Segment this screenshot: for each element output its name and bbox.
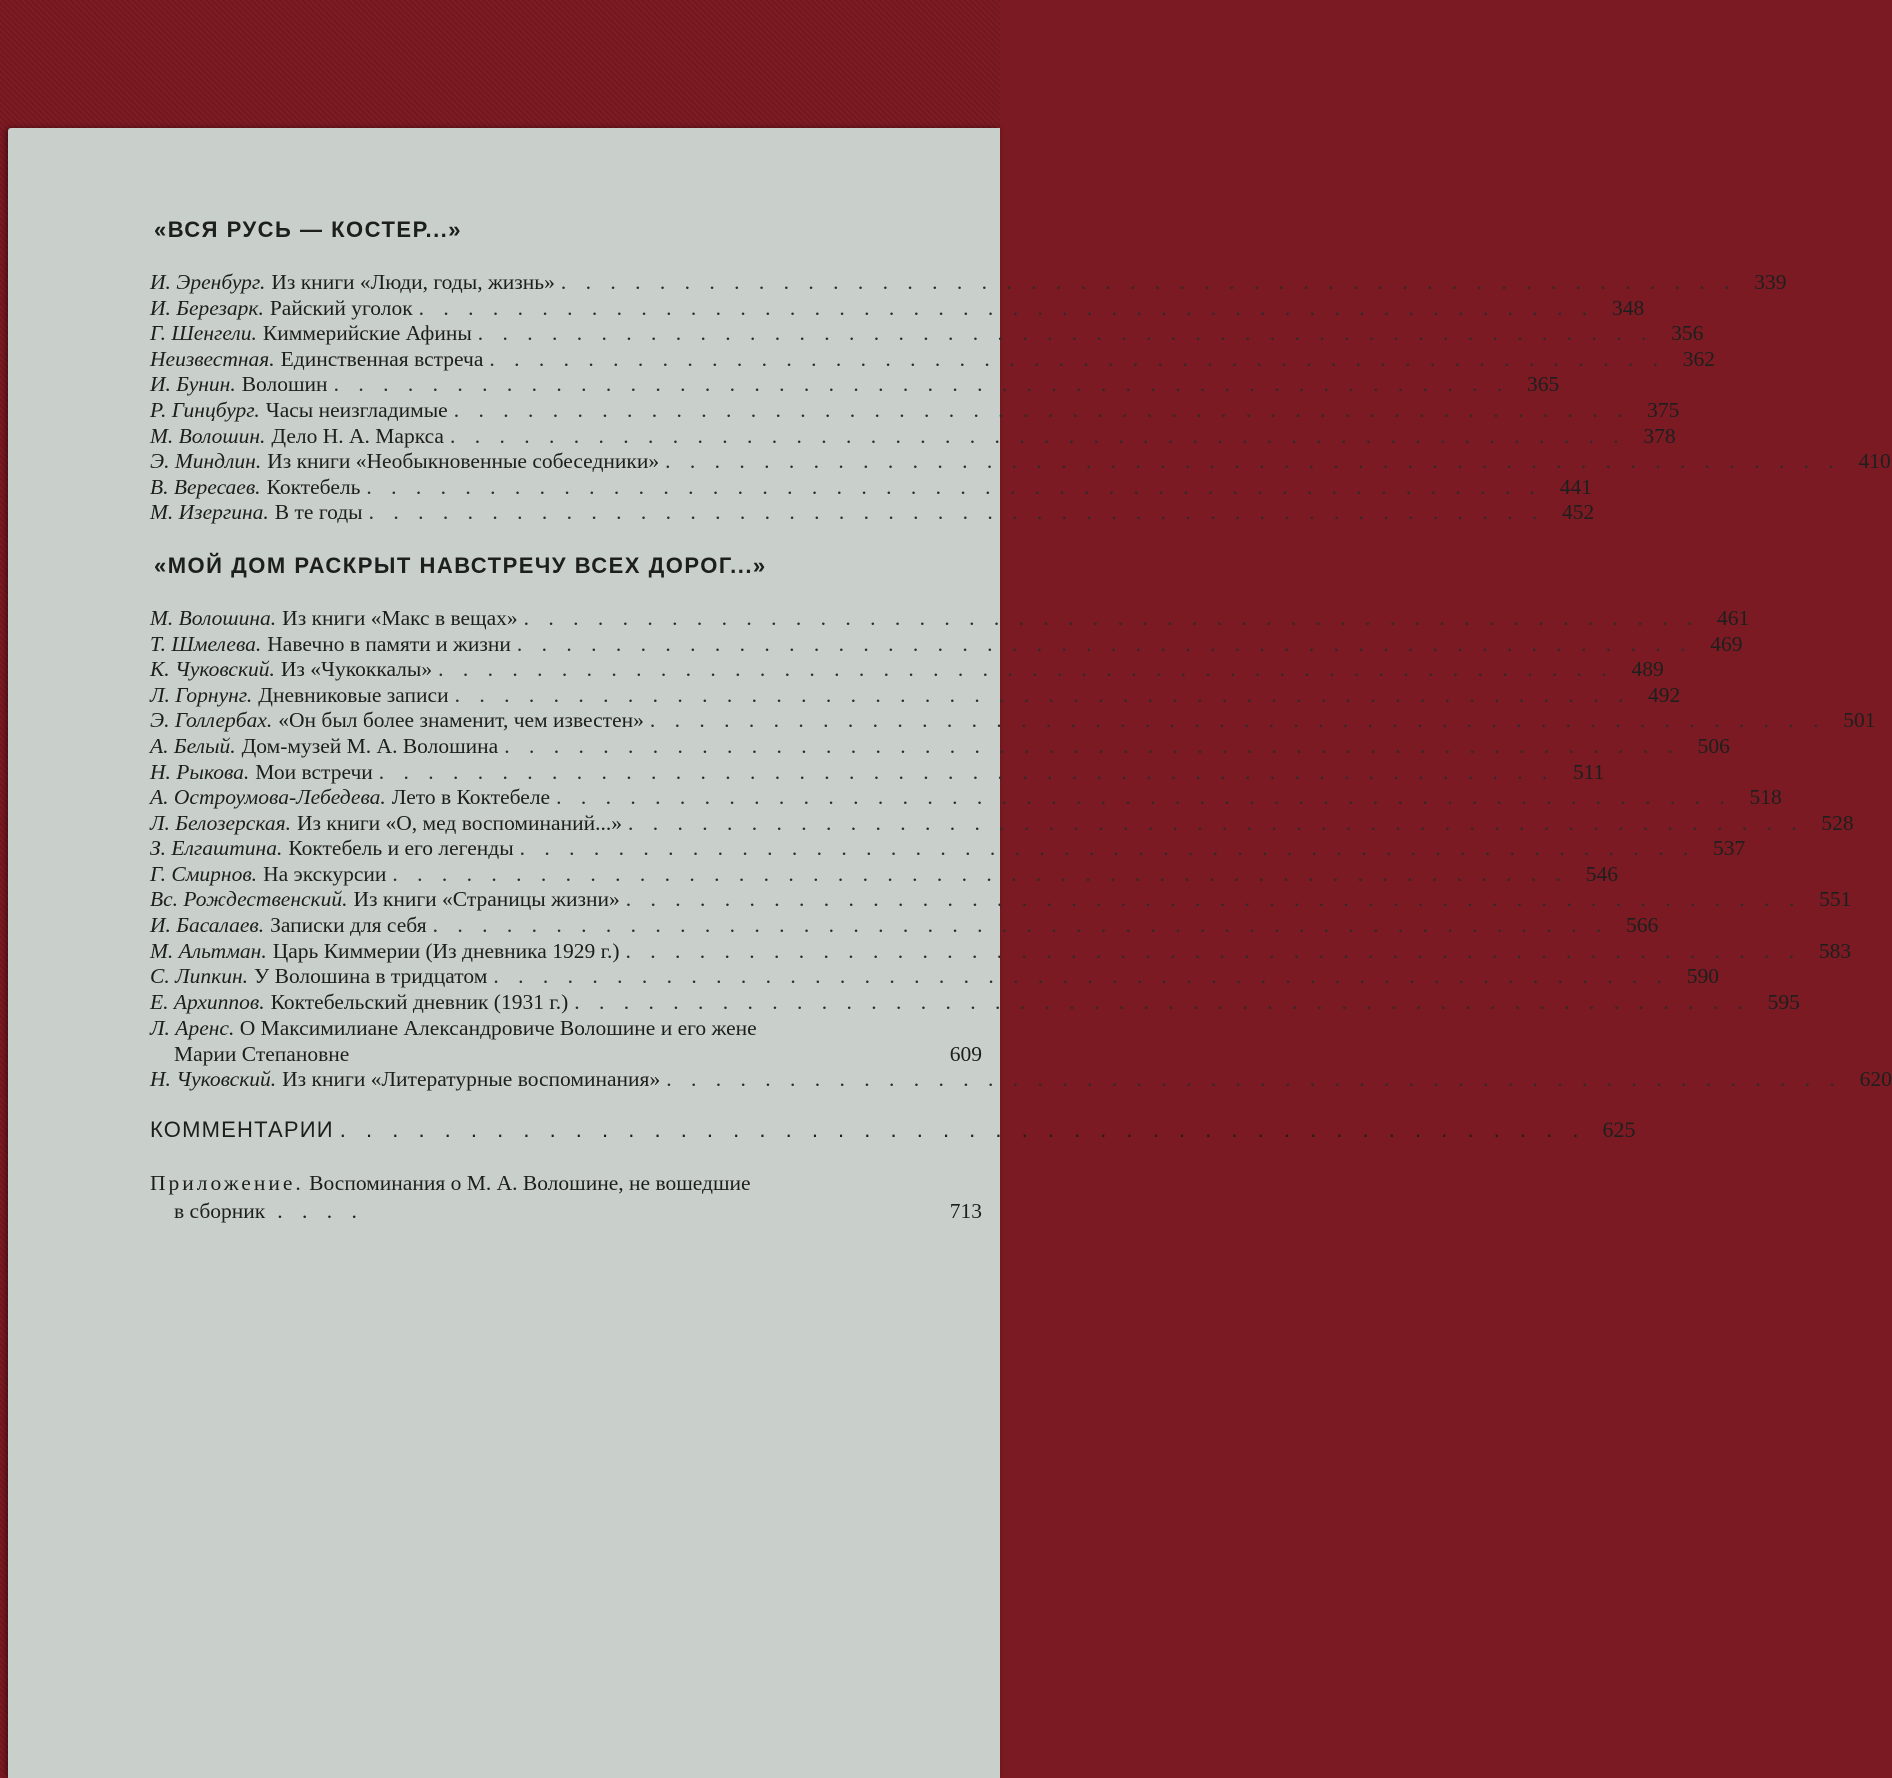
dot-leader: . . . . . . . . . . . . . . . . . . . . . . . . . . . . . . . . . . . . . . . . . . . . . . . . [418, 295, 1595, 320]
dot-leader: . . . . . . . . . . . . . . . . . . . . . . . . . . . . . . . . . . . . . . . . . . . . . . . . [432, 913, 1609, 938]
entry-author: А. Остроумова-Лебедева. [150, 785, 386, 810]
dot-leader: . . . . [277, 1199, 364, 1224]
toc-entry [150, 270, 1787, 296]
dot-leader: . . . . . . . . . . . . . . . . . . . . . . . . . . . . . . . . . . . . . . . . . . . . . . . . [489, 346, 1666, 371]
section-title-2: «МОЙ ДОМ РАСКРЫТ НАВСТРЕЧУ ВСЕХ ДОРОГ...» [154, 552, 767, 578]
appendix-page: 713 [949, 1199, 982, 1224]
entry-author: Р. Гинцбург. [150, 397, 260, 422]
entry-page: 566 [1625, 913, 1659, 938]
entry-title: Из книги «О, мед воспоминаний...» [296, 810, 622, 835]
dot-leader: . . . . . . . . . . . . . . . . . . . . . . . . . . . . . . . . . . . . . . . . . . . . . . . . [665, 449, 1841, 474]
commentary-page: 625 [1602, 1117, 1636, 1143]
entry-title: Часы неизгладимые [265, 397, 448, 422]
dot-leader: . . . . . . . . . . . . . . . . . . . . . . . . . . . . . . . . . . . . . . . . . . . . . . . . [378, 759, 1555, 784]
entry-author: Г. Смирнов. [150, 861, 258, 886]
dot-leader: . . . . . . . . . . . . . . . . . . . . . . . . . . . . . . . . . . . . . . . . . . . . . . . . [627, 810, 1804, 835]
entry-page: 356 [1671, 321, 1704, 346]
toc-entry [150, 500, 1595, 526]
entry-page: 452 [1562, 500, 1595, 525]
entry-author: И. Березарк. [150, 295, 264, 320]
entry-author: И. Басалаев. [150, 913, 265, 938]
toc-entry [150, 295, 1645, 322]
dot-leader: . . . . . . . . . . . . . . . . . . . . . . . . . . . . . . . . . . . . . . . . . . . . . . . . [560, 270, 1737, 294]
entry-title: На экскурсии [263, 861, 387, 886]
commentary-entry [150, 1117, 1636, 1151]
entry-title: У Волошина в тридцатом [254, 964, 488, 989]
dot-leader: . . . . . . . . . . . . . . . . . . . . . . . . . . . . . . . . . . . . . . . . . . . . . . . . [574, 989, 1750, 1014]
entry-title: Дневниковые записи [258, 682, 449, 707]
entry-page: 365 [1526, 372, 1560, 397]
entry-author: М. Волошина. [150, 605, 277, 630]
toc-entry [150, 861, 1619, 888]
entry-title: Коктебель и его легенды [288, 836, 514, 861]
entry-author: Т. Шмелева. [150, 631, 262, 656]
entry-author: Е. Архиппов. [150, 989, 265, 1014]
section-title-1: «ВСЯ РУСЬ — КОСТЕР...» [154, 217, 463, 242]
entry-author: Э. Голлербах. [150, 708, 273, 733]
dot-leader: . . . . . . . . . . . . . . . . . . . . . . . . . . . . . . . . . . . . . . . . . . . . . . . . [516, 631, 1693, 656]
dot-leader: . . . . . . . . . . . . . . . . . . . . . . . . . . . . . . . . . . . . . . . . . . . . . . . . [366, 474, 1543, 499]
entry-author: Н. Чуковский. [150, 1067, 277, 1092]
entry-title: Киммерийские Афины [262, 321, 472, 346]
entry-author: А. Белый. [150, 733, 236, 758]
entry-page: 518 [1749, 785, 1782, 810]
section-1-list [150, 270, 1891, 526]
entry-title: Дом-музей М. А. Волошина [241, 733, 499, 758]
dot-leader: . . . . . . . . . . . . . . . . . . . . . . . . . . . . . . . . . . . . . . . . . . . . . . . . [493, 964, 1669, 989]
entry-page: 537 [1713, 836, 1746, 861]
toc-entry [150, 708, 1876, 734]
toc-entry [150, 321, 1704, 347]
toc-entry [150, 938, 1852, 965]
entry-title: Из «Чукоккалы» [280, 657, 433, 682]
entry-author: Л. Белозерская. [150, 810, 291, 835]
dot-leader: . . . . . . . . . . . . . . . . . . . . . . . . . . . . . . . . . . . . . . . . . . . . . . . . [438, 657, 1614, 682]
toc-entry [150, 836, 1746, 862]
dot-leader: . . . . . . . . . . . . . . . . . . . . . . . . . . . . . . . . . . . . . . . . . . . . . . . . [477, 321, 1654, 346]
entry-page: 506 [1697, 733, 1730, 758]
dot-leader: . . . . . . . . . . . . . . . . . . . . . . . . . . . . . . . . . . . . . . . . . . . . . . . . [625, 938, 1802, 963]
entry-page: 410 [1858, 449, 1891, 474]
appendix-label: Приложение. [150, 1171, 304, 1196]
dot-leader: . . . . . . . . . . . . . . . . . . . . . . . . . . . . . . . . . . . . . . . . . . . . . . . . [333, 372, 1510, 397]
section-2-list [150, 605, 1892, 1093]
entry-title: Мои встречи [255, 759, 373, 784]
entry-page: 441 [1559, 474, 1593, 499]
toc-entry [150, 657, 1664, 683]
entry-title: Из книги «Макс в вещах» [282, 605, 518, 630]
entry-title: Царь Киммерии (Из дневника 1929 г.) [272, 938, 620, 963]
toc-entry [150, 785, 1782, 811]
dot-leader: . . . . . . . . . . . . . . . . . . . . . . . . . . . . . . . . . . . . . . . . . . . . . . . . [625, 887, 1802, 912]
entry-page: 489 [1631, 657, 1664, 682]
entry-author: Вс. Рождественский. [150, 887, 348, 912]
entry-page: 461 [1717, 605, 1750, 630]
toc-entry [150, 682, 1681, 709]
toc-entry [150, 397, 1680, 424]
entry-author: И. Бунин. [150, 372, 236, 397]
toc-entry-two-line [150, 1015, 982, 1067]
toc-entry [150, 733, 1730, 760]
commentary-label: КОММЕНТАРИИ [150, 1117, 334, 1143]
toc-entry [150, 759, 1605, 786]
entry-text-block [150, 1015, 938, 1067]
entry-title: Из книги «Страницы жизни» [353, 887, 620, 912]
entry-author: З. Елгаштина. [150, 836, 283, 861]
entry-title: «Он был более знаменит, чем известен» [278, 708, 644, 733]
toc-entry [150, 474, 1593, 501]
entry-page: 348 [1612, 295, 1645, 320]
appendix-entry [150, 1169, 982, 1225]
toc-entry [150, 372, 1560, 398]
toc-entry [150, 631, 1743, 658]
entry-page: 551 [1819, 887, 1852, 912]
entry-page: 546 [1585, 861, 1619, 886]
entry-page: 511 [1572, 759, 1605, 784]
toc-entry [150, 346, 1716, 373]
dot-leader: . . . . . . . . . . . . . . . . . . . . . . . . . . . . . . . . . . . . . . . . . . . . . . . . [454, 682, 1631, 707]
entry-title-continued: Марии Степановне [174, 1042, 350, 1067]
entry-author: Л. Аренс. [150, 1016, 235, 1041]
dot-leader: . . . . . . . . . . . . . . . . . . . . . . . . . . . . . . . . . . . . . . . . . . . . . . . . [368, 500, 1545, 525]
dot-leader: . . . . . . . . . . . . . . . . . . . . . . . . . . . . . . . . . . . . . . . . . . . . . . . . [453, 397, 1630, 422]
table-of-contents [150, 212, 1892, 1225]
entry-author: М. Альтман. [150, 938, 267, 963]
entry-page: 620 [1859, 1067, 1892, 1092]
entry-title: Дело Н. А. Маркса [271, 423, 444, 448]
entry-title: В те годы [274, 500, 363, 525]
dot-leader: . . . . . . . . . . . . . . . . . . . . . . . . . . . . . . . . . . . . . . . . . . . . . . . . [392, 861, 1569, 886]
entry-title: Единственная встреча [280, 346, 484, 371]
appendix-text: Воспоминания о М. А. Волошине, не вошедшие [309, 1171, 751, 1196]
entry-page: 595 [1767, 989, 1800, 1014]
entry-author: М. Изергина. [150, 500, 269, 525]
toc-entry [150, 810, 1854, 837]
entry-title: Из книги «Необыкновенные собеседники» [267, 449, 660, 474]
entry-page: 378 [1643, 423, 1676, 448]
entry-page: 583 [1818, 938, 1852, 963]
entry-author: Г. Шенгели. [150, 321, 257, 346]
dot-leader: . . . . . . . . . . . . . . . . . . . . . . . . . . . . . . . . . . . . . . . . . . . . . . . . [519, 836, 1696, 861]
dot-leader: . . . . . . . . . . . . . . . . . . . . . . . . . . . . . . . . . . . . . . . . . . . . . . . . [556, 785, 1732, 810]
entry-author: Н. Рыкова. [150, 759, 250, 784]
entry-page: 469 [1710, 631, 1743, 656]
entry-author: М. Волошин. [150, 423, 266, 448]
entry-author: Неизвестная. [150, 346, 275, 371]
entry-page: 609 [949, 1042, 982, 1067]
toc-entry [150, 423, 1676, 450]
entry-page: 501 [1843, 708, 1876, 733]
dot-leader: . . . . . . . . . . . . . . . . . . . . . . . . . . . . . . . . . . . . . . . . . . . . . . . . [649, 708, 1826, 733]
entry-page: 528 [1821, 810, 1854, 835]
entry-page: 375 [1647, 397, 1680, 422]
entry-author: С. Липкин. [150, 964, 248, 989]
entry-title: Райский уголок [269, 295, 413, 320]
toc-entry [150, 989, 1800, 1016]
entry-author: Э. Миндлин. [150, 449, 262, 474]
entry-page: 590 [1686, 964, 1719, 989]
entry-page: 492 [1647, 682, 1681, 707]
toc-entry [150, 605, 1750, 632]
entry-title: Коктебель [266, 474, 361, 499]
entry-title: Навечно в памяти и жизни [267, 631, 511, 656]
appendix-text-block [150, 1169, 938, 1225]
entry-title: Лето в Коктебеле [391, 785, 551, 810]
entry-author: Л. Горнунг. [150, 682, 253, 707]
toc-entry [150, 964, 1719, 990]
entry-author: В. Вересаев. [150, 474, 261, 499]
entry-title: Волошин [241, 372, 328, 397]
toc-entry [150, 913, 1659, 939]
dot-leader: . . . . . . . . . . . . . . . . . . . . . . . . . . . . . . . . . . . . . . . . . . . . . . . . [504, 733, 1680, 758]
entry-title: Коктебельский дневник (1931 г.) [270, 989, 569, 1014]
entry-author: И. Эренбург. [150, 270, 266, 294]
entry-author: К. Чуковский. [150, 657, 275, 682]
dot-leader: . . . . . . . . . . . . . . . . . . . . . . . . . . . . . . . . . . . . . . . . . . . . . . . . [339, 1117, 1586, 1143]
entry-title: Из книги «Люди, годы, жизнь» [271, 270, 555, 294]
dot-leader: . . . . . . . . . . . . . . . . . . . . . . . . . . . . . . . . . . . . . . . . . . . . . . . . [449, 423, 1626, 448]
entry-title: Из книги «Литературные воспоминания» [282, 1067, 661, 1092]
appendix-text-continued: в сборник [174, 1199, 266, 1224]
toc-entry [150, 887, 1852, 913]
entry-title: Записки для себя [270, 913, 427, 938]
toc-entry [150, 449, 1891, 475]
dot-leader: . . . . . . . . . . . . . . . . . . . . . . . . . . . . . . . . . . . . . . . . . . . . . . . . [666, 1067, 1842, 1092]
entry-page: 362 [1682, 346, 1716, 371]
dot-leader: . . . . . . . . . . . . . . . . . . . . . . . . . . . . . . . . . . . . . . . . . . . . . . . . [523, 605, 1700, 630]
entry-page: 339 [1754, 270, 1787, 294]
entry-title: О Максимилиане Александровиче Волошине и его жене [239, 1016, 757, 1041]
toc-entry [150, 1067, 1892, 1093]
